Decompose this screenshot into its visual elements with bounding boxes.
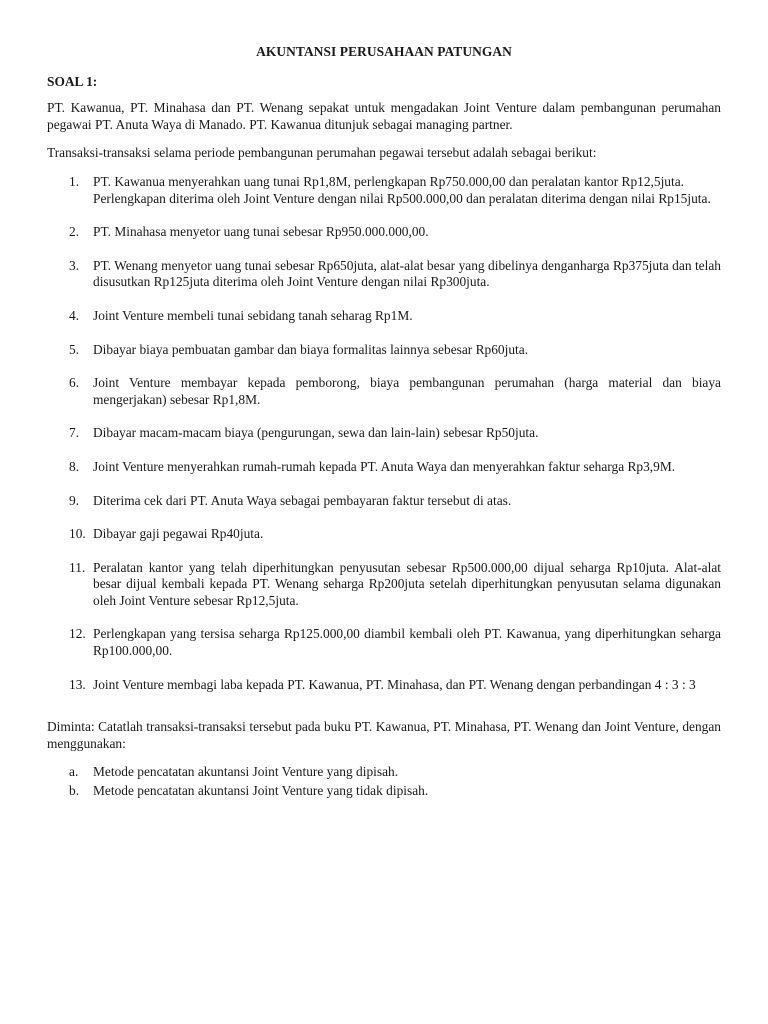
list-item <box>47 224 721 241</box>
transaction-list <box>47 174 721 693</box>
item-text: Joint Venture menyerahkan rumah-rumah kepada PT. Anuta Waya dan menyerahkan faktur seharga Rp3,9M. <box>93 458 676 474</box>
item-text: PT. Minahasa menyetor uang tunai sebesar Rp950.000.000,00. <box>93 224 429 240</box>
method-letter: a. <box>69 764 79 780</box>
item-text: Perlengkapan yang tersisa seharga Rp125.000,00 diambil kembali oleh PT. Kawanua, yang diperhitungkan seharga Rp100.000,00. <box>93 626 721 659</box>
item-number: 13. <box>69 676 86 692</box>
list-item <box>47 783 721 800</box>
item-text-continued: Perlengkapan diterima oleh Joint Venture dengan nilai Rp500.000,00 dan peralatan diterima dengan nilai Rp15juta. <box>93 190 711 206</box>
request-paragraph: Diminta: Catatlah transaksi-transaksi tersebut pada buku PT. Kawanua, PT. Minahasa, PT. Wenang dan Joint Venture, dengan menggunakan: <box>47 719 721 751</box>
method-list <box>47 764 721 799</box>
list-item <box>47 526 721 543</box>
item-number: 5. <box>69 341 80 357</box>
list-item <box>47 459 721 476</box>
list-item <box>47 342 721 359</box>
list-item <box>47 308 721 325</box>
item-number: 4. <box>69 307 80 323</box>
transactions-intro: Transaksi-transaksi selama periode pembangunan perumahan pegawai tersebut adalah sebagai berikut: <box>47 145 597 161</box>
method-letter: b. <box>69 783 80 799</box>
list-item <box>47 677 721 694</box>
item-text: Diterima cek dari PT. Anuta Waya sebagai pembayaran faktur tersebut di atas. <box>93 492 512 508</box>
item-text: PT. Wenang menyetor uang tunai sebesar Rp650juta, alat-alat besar yang dibelinya denganharga Rp375juta dan telah disusutkan Rp125juta diterima oleh Joint Venture dengan nilai Rp300juta. <box>93 257 721 290</box>
item-number: 10. <box>69 526 86 542</box>
item-number: 3. <box>69 257 80 273</box>
list-item <box>47 626 721 659</box>
item-number: 9. <box>69 492 80 508</box>
item-number: 8. <box>69 458 80 474</box>
item-number: 7. <box>69 425 80 441</box>
intro-paragraph: PT. Kawanua, PT. Minahasa dan PT. Wenang sepakat untuk mengadakan Joint Venture dalam pembangunan perumahan pegawai PT. Anuta Waya di Manado. PT. Kawanua ditunjuk sebagai managing partner. <box>47 100 721 132</box>
method-text: Metode pencatatan akuntansi Joint Venture yang tidak dipisah. <box>93 783 429 799</box>
item-number: 6. <box>69 375 80 391</box>
document-title: AKUNTANSI PERUSAHAAN PATUNGAN <box>256 44 512 59</box>
method-text: Metode pencatatan akuntansi Joint Venture yang dipisah. <box>93 764 399 780</box>
list-item <box>47 258 721 291</box>
item-text: Dibayar gaji pegawai Rp40juta. <box>93 526 264 542</box>
item-text: Joint Venture membeli tunai sebidang tanah seharag Rp1M. <box>93 307 413 323</box>
item-text: Joint Venture membayar kepada pemborong, biaya pembangunan perumahan (harga material dan biaya mengerjakan) sebesar Rp1,8M. <box>93 375 721 407</box>
section-heading: SOAL 1: <box>47 73 98 89</box>
item-number: 1. <box>69 173 80 189</box>
list-item <box>47 425 721 442</box>
item-text: Dibayar biaya pembuatan gambar dan biaya formalitas lainnya sebesar Rp60juta. <box>93 341 529 357</box>
item-text: Joint Venture membagi laba kepada PT. Kawanua, PT. Minahasa, dan PT. Wenang dengan perbandingan 4 : 3 : 3 <box>93 676 696 692</box>
document-page <box>47 44 721 802</box>
list-item <box>47 560 721 610</box>
item-text: PT. Kawanua menyerahkan uang tunai Rp1,8M, perlengkapan Rp750.000,00 dan peralatan kantor Rp12,5juta. <box>93 173 685 189</box>
list-item <box>47 174 721 207</box>
item-number: 2. <box>69 224 80 240</box>
item-number: 11. <box>69 559 86 575</box>
list-item <box>47 375 721 408</box>
item-text: Peralatan kantor yang telah diperhitungkan penyusutan sebesar Rp500.000,00 dijual seharga Rp10juta. Alat-alat besar dijual kembali kepada PT. Wenang seharga Rp200juta setelah diperhitungkan penyusutan selama digunakan oleh Joint Venture sebesar Rp12,5juta. <box>93 559 721 608</box>
list-item <box>47 764 721 781</box>
item-number: 12. <box>69 626 86 642</box>
item-text: Dibayar macam-macam biaya (pengurungan, sewa dan lain-lain) sebesar Rp50juta. <box>93 425 539 441</box>
list-item <box>47 493 721 510</box>
